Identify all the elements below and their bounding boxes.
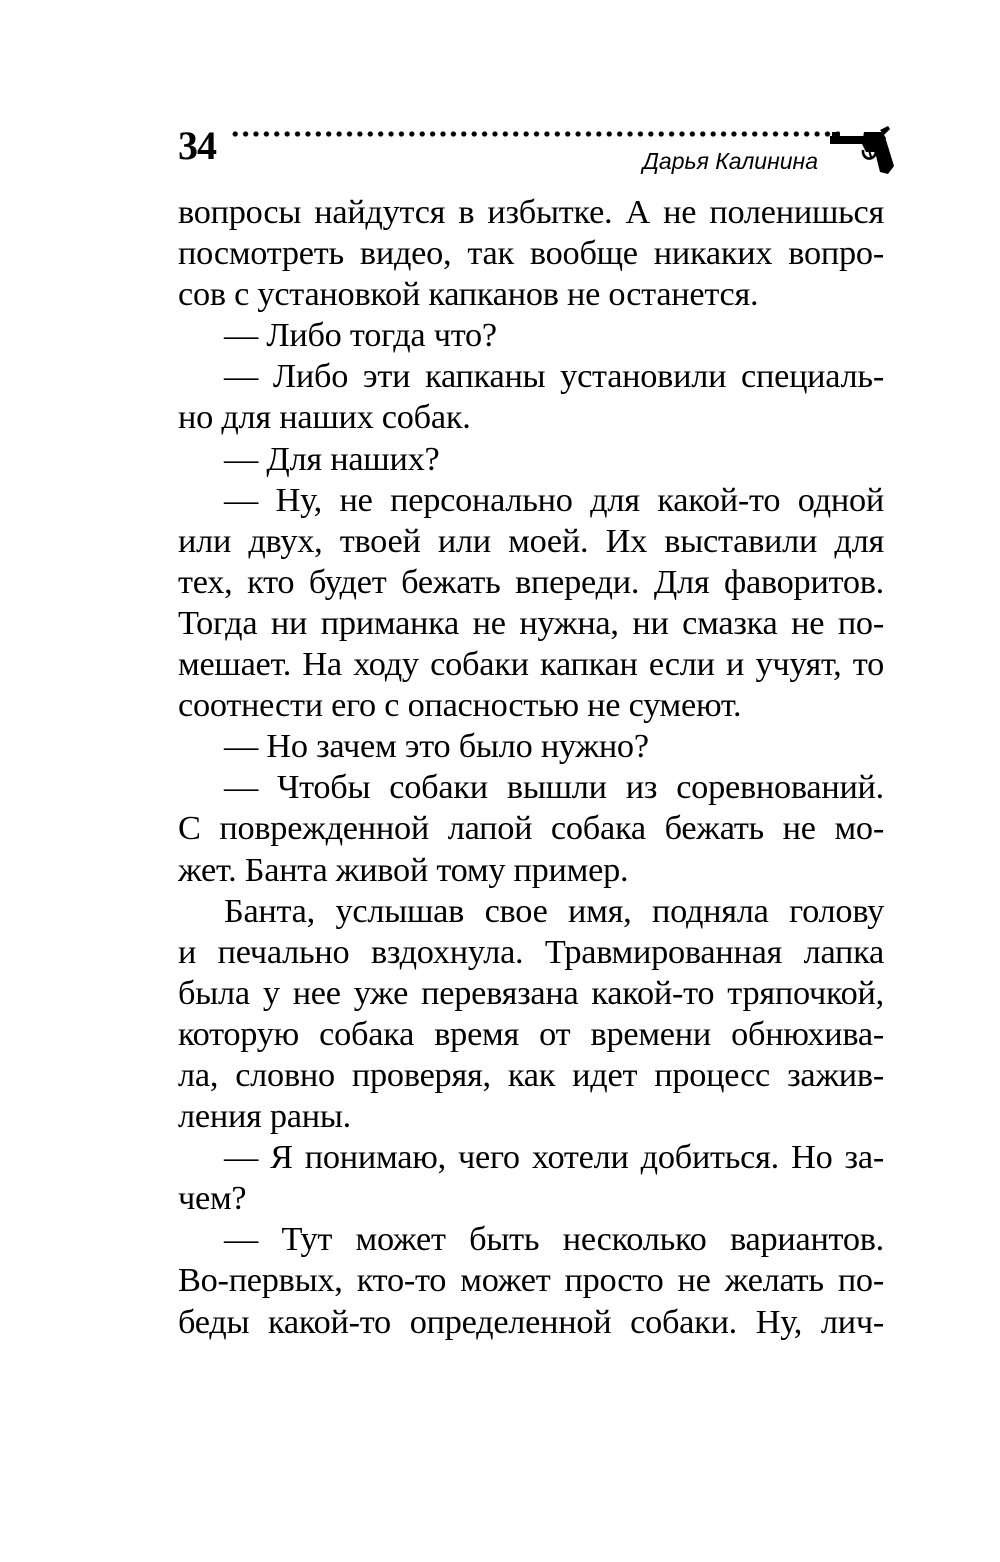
text-line: — Либо эти капканы установили специаль- bbox=[224, 357, 884, 396]
text-line: — Либо тогда что? bbox=[224, 316, 497, 355]
text-line: — Ну, не персонально для какой-то одной bbox=[224, 480, 884, 519]
text-line: сов с установкой капканов не останется. bbox=[178, 275, 759, 314]
text-line: или двух, твоей или моей. Их выставили для bbox=[178, 521, 884, 560]
page-number: 34 bbox=[178, 123, 216, 168]
text-line: — Тут может быть несколько вариантов. bbox=[224, 1220, 884, 1259]
text-line: Тогда ни приманка не нужна, ни смазка не по- bbox=[178, 603, 884, 642]
text-line: вопросы найдутся в избытке. А не поленишься bbox=[178, 193, 884, 231]
text-line: была у нее уже перевязана какой-то тряпочкой, bbox=[178, 973, 884, 1012]
running-head-author: Дарья Калинина bbox=[642, 148, 818, 174]
revolver-icon bbox=[830, 126, 896, 176]
text-line: жет. Банта живой тому пример. bbox=[178, 850, 629, 889]
text-line: мешает. На ходу собаки капкан если и учуят, то bbox=[178, 645, 884, 684]
text-line: посмотреть видео, так вообще никаких вопро- bbox=[178, 234, 884, 273]
text-line: тех, кто будет бежать впереди. Для фаворитов. bbox=[178, 562, 884, 601]
dotted-leader bbox=[230, 131, 840, 137]
text-line: которую собака время от времени обнюхива- bbox=[178, 1014, 884, 1053]
text-line: но для наших собак. bbox=[178, 398, 471, 437]
text-line: чем? bbox=[178, 1179, 247, 1218]
text-line: Банта, услышав свое имя, подняла голову bbox=[224, 891, 884, 930]
text-line: Во-первых, кто-то может просто не желать по- bbox=[178, 1261, 884, 1300]
text-line: — Чтобы собаки вышли из соревнований. bbox=[224, 768, 884, 807]
text-line: — Для наших? bbox=[224, 439, 440, 478]
text-line: С поврежденной лапой собака бежать не мо- bbox=[178, 809, 884, 848]
text-line: и печально вздохнула. Травмированная лапка bbox=[178, 932, 884, 971]
text-line: соотнести его с опасностью не сумеют. bbox=[178, 686, 742, 725]
text-line: ла, словно проверяя, как идет процесс зажив- bbox=[178, 1055, 884, 1094]
text-line: беды какой-то определенной собаки. Ну, лич- bbox=[178, 1302, 884, 1341]
text-line: — Но зачем это было нужно? bbox=[224, 727, 649, 766]
book-text bbox=[178, 192, 884, 1343]
text-line: ления раны. bbox=[178, 1097, 351, 1136]
text-line: — Я понимаю, чего хотели добиться. Но за- bbox=[224, 1138, 884, 1177]
